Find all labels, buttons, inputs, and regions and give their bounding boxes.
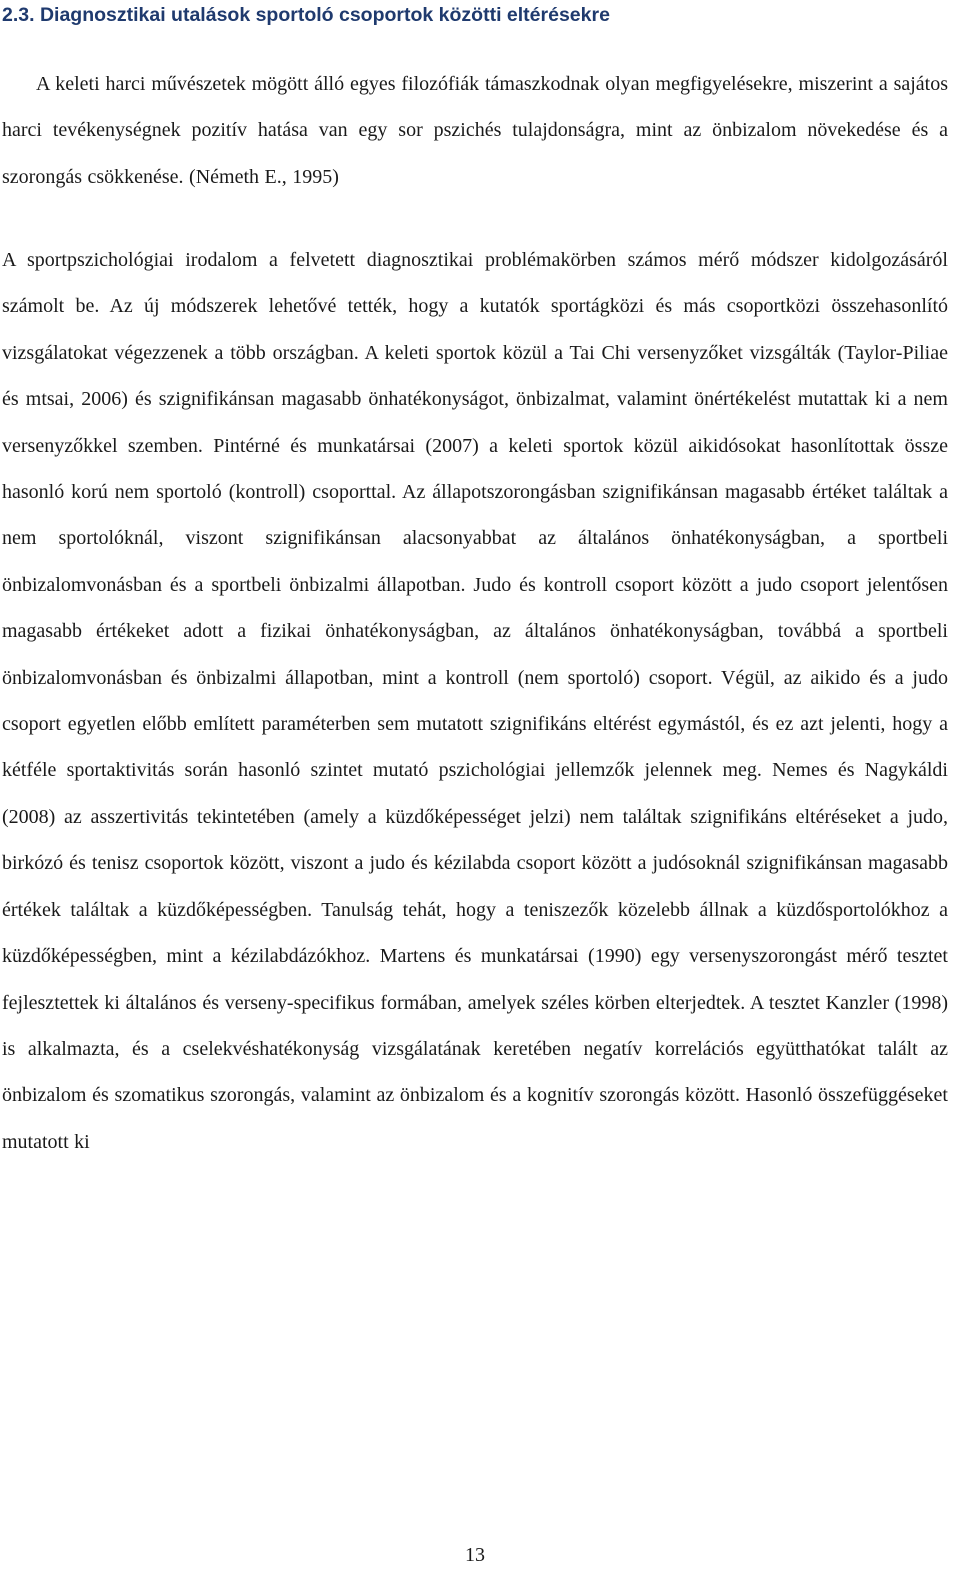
paragraph-intro: A keleti harci művészetek mögött álló egyes filozófiák támaszkodnak olyan megfigyelésekre, miszerint a sajátos harci tevékenységnek pozitív hatása van egy sor pszichés tulajdonságra, mint az önbizalom növekedése és a szorongás csökkenése. (Németh E., 1995) [2, 73, 948, 188]
paragraph-literature: A sportpszichológiai irodalom a felvetett diagnosztikai problémakörben számos mérő módszer kidolgozásáról számolt be. Az új módszerek lehetővé tették, hogy a kutatók sportágközi és más csoportközi összehasonlító vizsgálatokat végezzenek a több országban. A keleti sportok közül a Tai Chi versenyzőket vizsgálták (Taylor-Piliae és mtsai, 2006) és szignifikánsan magasabb önhatékonyságot, önbizalmat, valamint önértékelést mutattak ki a nem versenyzőkkel szemben. Pintérné és munkatársai (2007) a keleti sportok közül aikidósokat hasonlítottak össze hasonló korú nem sportoló (kontroll) csoporttal. Az állapotszorongásban szignifikánsan magasabb értéket találtak a nem sportolóknál, viszont szignifikánsan alacsonyabbat az általános önhatékonyságban, a sportbeli önbizalomvonásban és a sportbeli önbizalmi állapotban. Judo és kontroll csoport között a judo csoport jelentősen magasabb értékeket adott a fizikai önhatékonyságban, az általános önhatékonyságban, továbbá a sportbeli önbizalomvonásban és önbizalmi állapotban, mint a kontroll (nem sportoló) csoport. Végül, az aikido és a judo csoport egyetlen előbb említett paraméterben sem mutatott szignifikáns eltérést egymástól, és ez azt jelenti, hogy a kétféle sportaktivitás során hasonló szintet mutató pszichológiai jellemzők jelennek meg. Nemes és Nagykáldi (2008) az asszertivitás tekintetében (amely a küzdőképességet jelzi) nem találtak szignifikáns eltéréseket a judo, birkózó és tenisz csoportok között, viszont a judo és kézilabda csoport között a judósoknál szignifikánsan magasabb értékek találtak a küzdőképességben. Tanulság tehát, hogy a teniszezők közelebb állnak a küzdősportolókhoz a küzdőképességben, mint a kézilabdázókhoz. Martens és munkatársai (1990) egy versenyszorongást mérő tesztet fejlesztettek ki általános és verseny-specifikus formában, amelyek széles körben elterjedtek. A tesztet Kanzler (1998) is alkalmazta, és a cselekvéshatékonyság vizsgálatának keretében negatív korrelációs együtthatókat talált az önbizalom és szomatikus szorongás, valamint az önbizalom és a kognitív szorongás között. Hasonló összefüggéseket mutatott ki [2, 249, 948, 1153]
section-heading: 2.3. Diagnosztikai utalások sportoló csoportok közötti eltérésekre [2, 4, 610, 26]
page-number: 13 [465, 1544, 485, 1566]
